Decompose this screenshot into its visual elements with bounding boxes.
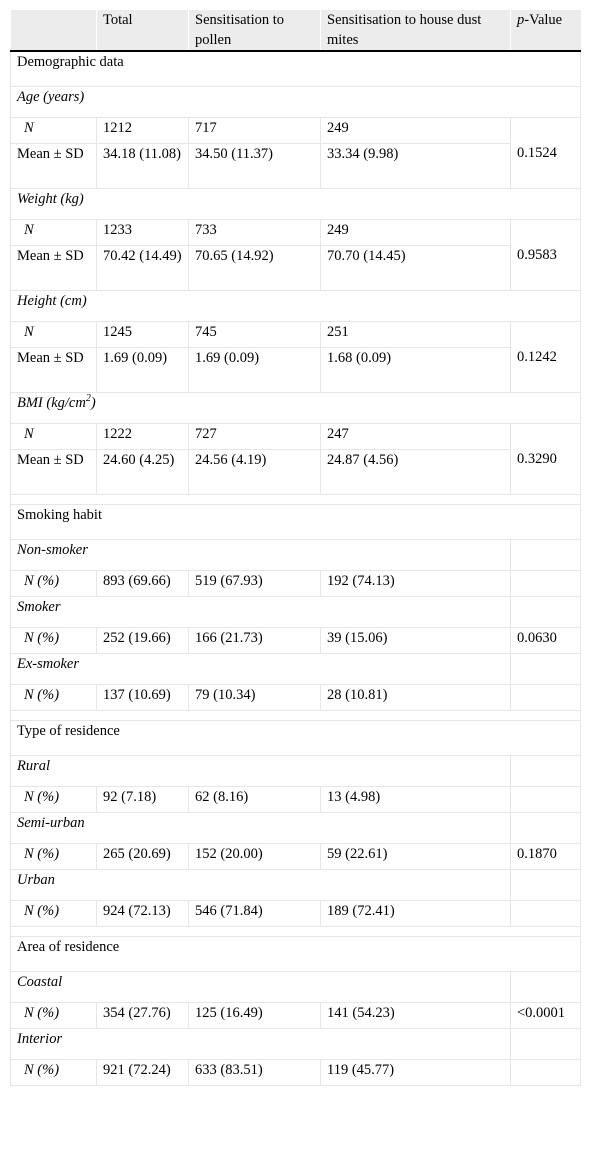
table-row	[11, 1060, 581, 1086]
cell-total: 92 (7.18)	[97, 787, 189, 813]
cell-mites: 192 (74.13)	[321, 571, 511, 597]
cell-p-value: 0.3290	[511, 424, 581, 495]
cell-total: 1245	[97, 322, 189, 348]
cell-mites: 141 (54.23)	[321, 1003, 511, 1029]
table-row	[11, 450, 581, 495]
cell-pollen: 125 (16.49)	[189, 1003, 321, 1029]
cell-pollen: 519 (67.93)	[189, 571, 321, 597]
cell-p-empty	[511, 540, 581, 571]
cell-total: 354 (27.76)	[97, 1003, 189, 1029]
cell-p-value: <0.0001	[511, 1003, 581, 1029]
cell-p-empty	[511, 571, 581, 597]
header-p-value	[511, 10, 581, 51]
cell-total: 1212	[97, 118, 189, 144]
header-empty	[11, 10, 97, 51]
group-label-semi-urban: Semi-urban	[11, 813, 511, 844]
cell-p-empty	[511, 756, 581, 787]
table-row	[11, 1003, 581, 1029]
header-p-letter: p	[517, 12, 525, 28]
header-p-rest: -Value	[524, 12, 563, 28]
cell-pollen: 62 (8.16)	[189, 787, 321, 813]
cell-mites: 59 (22.61)	[321, 844, 511, 870]
group-label-interior: Interior	[11, 1029, 511, 1060]
cell-total: 70.42 (14.49)	[97, 246, 189, 291]
cell-mites: 24.87 (4.56)	[321, 450, 511, 495]
cell-p-empty	[511, 787, 581, 813]
row-label: N (%)	[11, 685, 97, 711]
group-label-ex-smoker: Ex-smoker	[11, 654, 511, 685]
row-label: Mean ± SD	[11, 348, 97, 393]
cell-total: 921 (72.24)	[97, 1060, 189, 1086]
cell-total: 252 (19.66)	[97, 628, 189, 654]
cell-total: 924 (72.13)	[97, 901, 189, 927]
cell-total: 1233	[97, 220, 189, 246]
table-row	[11, 685, 581, 711]
cell-pollen: 79 (10.34)	[189, 685, 321, 711]
cell-pollen: 633 (83.51)	[189, 1060, 321, 1086]
cell-total: 1.69 (0.09)	[97, 348, 189, 393]
row-label: Mean ± SD	[11, 144, 97, 189]
cell-p-empty	[511, 1029, 581, 1060]
cell-pollen: 733	[189, 220, 321, 246]
cell-pollen: 546 (71.84)	[189, 901, 321, 927]
group-label-rural: Rural	[11, 756, 511, 787]
cell-total: 893 (69.66)	[97, 571, 189, 597]
row-label: Mean ± SD	[11, 246, 97, 291]
group-label-age: Age (years)	[11, 87, 581, 118]
row-label: N (%)	[11, 787, 97, 813]
cell-p-empty	[511, 901, 581, 927]
table-row	[11, 787, 581, 813]
cell-p-empty	[511, 685, 581, 711]
cell-p-value: 0.1242	[511, 322, 581, 393]
section-title-residence-type: Type of residence	[11, 721, 581, 756]
table-row	[11, 844, 581, 870]
row-label: N (%)	[11, 1003, 97, 1029]
cell-total: 24.60 (4.25)	[97, 450, 189, 495]
cell-mites: 70.70 (14.45)	[321, 246, 511, 291]
table-row	[11, 322, 581, 348]
table-row	[11, 220, 581, 246]
row-label: N	[11, 424, 97, 450]
header-row	[11, 10, 581, 51]
cell-p-empty	[511, 654, 581, 685]
cell-pollen: 166 (21.73)	[189, 628, 321, 654]
cell-p-empty	[511, 972, 581, 1003]
cell-total: 1222	[97, 424, 189, 450]
cell-pollen: 1.69 (0.09)	[189, 348, 321, 393]
row-label: N (%)	[11, 571, 97, 597]
table-row	[11, 424, 581, 450]
table-row	[11, 571, 581, 597]
cell-mites: 119 (45.77)	[321, 1060, 511, 1086]
group-label-urban: Urban	[11, 870, 511, 901]
cell-total: 34.18 (11.08)	[97, 144, 189, 189]
row-label: N (%)	[11, 1060, 97, 1086]
cell-mites: 249	[321, 220, 511, 246]
table-row	[11, 628, 581, 654]
group-label-coastal: Coastal	[11, 972, 511, 1003]
cell-mites: 13 (4.98)	[321, 787, 511, 813]
cell-pollen: 745	[189, 322, 321, 348]
row-label: N (%)	[11, 844, 97, 870]
row-label: Mean ± SD	[11, 450, 97, 495]
table-row	[11, 118, 581, 144]
header-total: Total	[97, 10, 189, 51]
cell-pollen: 727	[189, 424, 321, 450]
cell-total: 137 (10.69)	[97, 685, 189, 711]
bmi-label-main: BMI (kg/cm	[17, 395, 86, 411]
header-pollen: Sensitisation to pollen	[189, 10, 321, 51]
cell-p-empty	[511, 597, 581, 628]
group-label-non-smoker: Non-smoker	[11, 540, 511, 571]
header-mites: Sensitisation to house dust mites	[321, 10, 511, 51]
row-label: N	[11, 118, 97, 144]
group-label-bmi	[11, 393, 581, 424]
cell-mites: 189 (72.41)	[321, 901, 511, 927]
cell-mites: 1.68 (0.09)	[321, 348, 511, 393]
cell-pollen: 70.65 (14.92)	[189, 246, 321, 291]
cell-p-value: 0.9583	[511, 220, 581, 291]
cell-total: 265 (20.69)	[97, 844, 189, 870]
cell-p-value: 0.1524	[511, 118, 581, 189]
cell-mites: 39 (15.06)	[321, 628, 511, 654]
cell-p-empty	[511, 813, 581, 844]
cell-mites: 28 (10.81)	[321, 685, 511, 711]
section-spacer	[11, 927, 581, 937]
cell-p-value: 0.1870	[511, 844, 581, 870]
cell-pollen: 717	[189, 118, 321, 144]
cell-pollen: 152 (20.00)	[189, 844, 321, 870]
cell-mites: 33.34 (9.98)	[321, 144, 511, 189]
row-label: N	[11, 220, 97, 246]
cell-pollen: 24.56 (4.19)	[189, 450, 321, 495]
section-spacer	[11, 711, 581, 721]
row-label: N (%)	[11, 901, 97, 927]
cell-mites: 249	[321, 118, 511, 144]
cell-p-empty	[511, 870, 581, 901]
section-title-demographic: Demographic data	[11, 51, 581, 87]
cell-p-value: 0.0630	[511, 628, 581, 654]
section-title-residence-area: Area of residence	[11, 937, 581, 972]
bmi-label-sup: 2	[85, 393, 91, 405]
group-label-weight: Weight (kg)	[11, 189, 581, 220]
section-title-smoking: Smoking habit	[11, 505, 581, 540]
group-label-smoker: Smoker	[11, 597, 511, 628]
row-label: N	[11, 322, 97, 348]
group-label-height: Height (cm)	[11, 291, 581, 322]
table-row	[11, 144, 581, 189]
row-label: N (%)	[11, 628, 97, 654]
cell-mites: 251	[321, 322, 511, 348]
table-row	[11, 348, 581, 393]
section-spacer	[11, 495, 581, 505]
cell-pollen: 34.50 (11.37)	[189, 144, 321, 189]
cell-mites: 247	[321, 424, 511, 450]
bmi-label-end: )	[90, 395, 96, 411]
table-row	[11, 246, 581, 291]
cell-p-empty	[511, 1060, 581, 1086]
table-row	[11, 901, 581, 927]
data-table	[10, 10, 581, 1086]
